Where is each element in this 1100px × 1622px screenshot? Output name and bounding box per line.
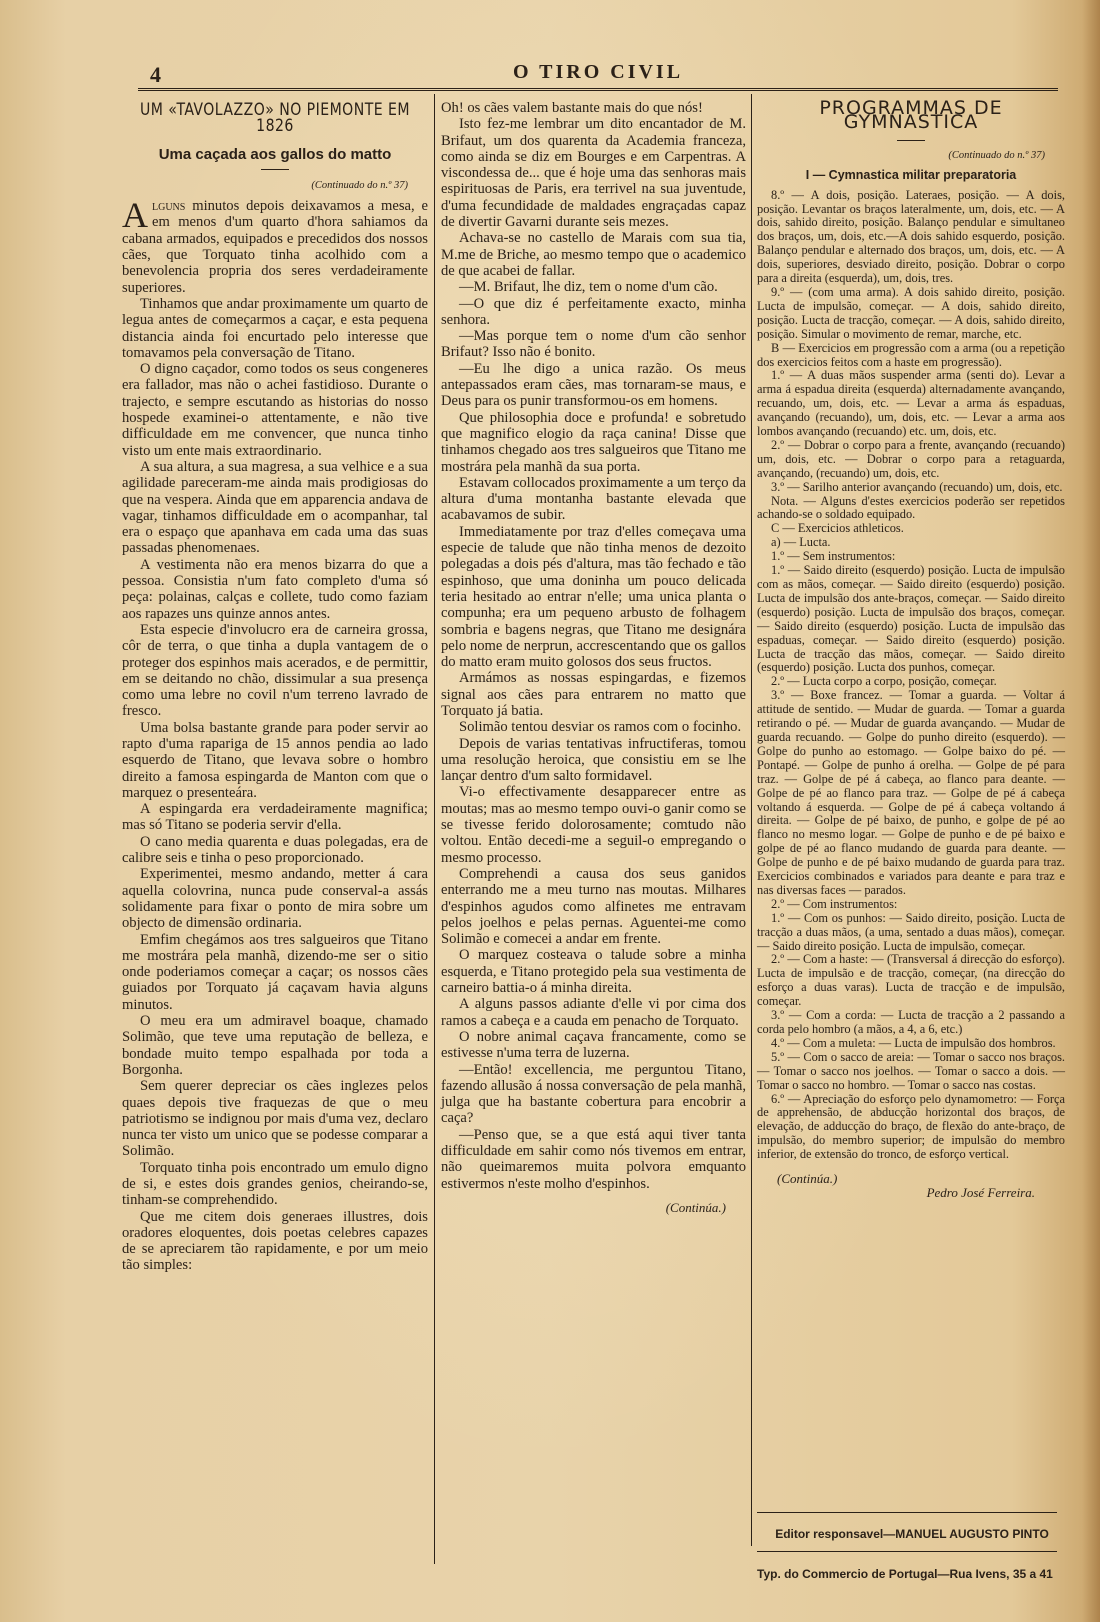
paragraph: 2.º — Dobrar o corpo para a frente, avançando (recuando) um, dois, etc. — Dobrar o corpo para a retaguarda, avançando, (recuando) um, dois, etc. bbox=[757, 437, 1065, 480]
paragraph: O digno caçador, como todos os seus congeneres era fallador, mas não o achei fastidioso. Durante o trajecto, e sempre escutando as historias do nosso hospede examinei-o attentamente, e não tive difficuldade em me convencer, que nunca tinho visto um ente mais extraordinario. bbox=[122, 361, 428, 459]
article-subtitle: Uma caçada aos gallos do matto bbox=[158, 145, 392, 163]
paragraph: Immediatamente por traz d'elles começava uma especie de talude que não tinha menos de dezoito polegadas a dois pés d'altura, mas tão fechado e tão espinhoso, que uma doninha um pouco delicada teria hesitado ao entrar n'elle; uma unica planta o compunha; era um pequeno arbusto de folhagem sombria e bagens negras, que Titano me designára pelo nome de nerprun, accrescentando que os gallos do matto eram muito golosos dos seus fructos. bbox=[441, 523, 746, 671]
paragraph: 3.º — Com a corda: — Lucta de tracção a 2 passando a corda pelo hombro (a mãos, a 4, a 6, etc.) bbox=[757, 1008, 1065, 1036]
paragraph: 9.º — (com uma arma). A dois sahido direito, posição. Lucta de impulsão, começar. — A dois, sahido direito, posição. Lucta de tracção, começar. — A dois, sahido direito, posição. Simular o movimento de remar, marche, etc. bbox=[757, 284, 1065, 341]
paragraph: Nota. — Alguns d'estes exercicios poderão ser repetidos achando-se o soldado equipado. bbox=[757, 493, 1065, 522]
paragraph: Depois de varias tentativas infructiferas, tomou uma resolução heroica, que consistiu em se lhe lançar dentro d'um salto formidavel. bbox=[441, 735, 746, 785]
paragraph: —Mas porque tem o nome d'um cão senhor Brifaut? Isso não é bonito. bbox=[441, 328, 746, 361]
paragraph: Achava-se no castello de Marais com sua tia, M.me de Briche, ao mesmo tempo que o academico de que acabei de fallar. bbox=[441, 230, 746, 279]
paragraph: Torquato tinha pois encontrado um emulo digno de si, e estes dois grandes genios, cheirando-se, tinham-se comprehendido. bbox=[122, 1159, 428, 1209]
paragraph: O cano media quarenta e duas polegadas, era de calibre seis e tinha o peso proporcionado. bbox=[122, 833, 428, 867]
page-edge-shadow bbox=[1082, 0, 1100, 1622]
paragraph: 3.º — Boxe francez. — Tomar a guarda. — Voltar á attitude de sentido. — Mudar de guarda. — Tomar a guarda retirando o pé. — Mudar de guarda avançando. — Mudar de guarda recuando. — Golpe do punho direito (esquerdo). — Golpe do punho ao estomago. — Golpe baixo do pé. — Pontapé. — Golpe de punho á orelha. — Golpe de pé para traz. — Golpe de pé á cabeça, ao flanco para deante. — Golpe de pé ao flanco para traz. — Golpe de pé á cabeça voltando á esquerda. — Golpe de pé á cabeça voltando á direita. — Golpe de pé baixo, de punho, e golpe de pé ao flanco no mesmo logar. — Golpe de punho e de pé baixo e golpe de pé ao flanco mudando de guarda para deante. — Golpe de punho e de pé baixo mudando de guarda para traz. Exercicios combinados e variados para deante e para traz e nas diversas faces — parados. bbox=[757, 688, 1065, 897]
paragraph: Isto fez-me lembrar um dito encantador de M. Brifaut, um dos quarenta da Academia franceza, como ainda se diz em Bourges e em Carpentras. A viscondessa de... que é hoje uma das senhoras mais espirituosas de Paris, era terrivel na sua juventude, d'uma fecundidade de maldades engraçadas capaz de divertir Gavarni durante seis mezes. bbox=[441, 116, 746, 231]
paragraph: 5.º — Com o sacco de areia: — Tomar o sacco nos braços. — Tomar o sacco nos joelhos. — Tomar o sacco a dois. — Tomar o sacco no hombro. — Tomar o sacco nas costas. bbox=[757, 1049, 1065, 1092]
column-rule-1 bbox=[434, 94, 435, 1564]
column-3-paragraphs bbox=[757, 189, 1065, 1162]
masthead-title: O TIRO CIVIL bbox=[512, 61, 684, 83]
first-paragraph bbox=[122, 195, 428, 296]
short-divider bbox=[261, 169, 289, 170]
paragraph: A vestimenta não era menos bizarra do que a pessoa. Consistia n'um fato completo d'uma só peça: polainas, calças e collete, tudo como faziam aos rapazes uns quinze annos antes. bbox=[122, 556, 428, 622]
paragraph: A sua altura, a sua magresa, a sua velhice e a sua agilidade pareceram-me ainda mais prodigiosas do que na vespera. Ainda que em apparencia andava de vagar, tinhamos difficuldade em o acompanhar, tal era o espaço que apanhava em cada uma das suas passadas phenomenaes. bbox=[122, 458, 428, 557]
paragraph: Uma bolsa bastante grande para poder servir ao rapto d'uma rapariga de 15 annos pendia ao lado esquerdo de Titano, que levava sobre o hombro direito a famosa espingarda de Manton com que o marquez o presenteára. bbox=[122, 719, 428, 801]
paragraph: —Penso que, se a que está aqui tiver tanta difficuldade em sahir como nós tivemos em entrar, não queimaremos muita polvora emquanto estivermos n'este molho d'espinhos. bbox=[441, 1126, 746, 1192]
paragraph: —O que diz é perfeitamente exacto, minha senhora. bbox=[441, 295, 746, 328]
paragraph: 2.º — Com a haste: — (Transversal á direcção do esforço). Lucta de impulsão e de tracção, começar, (na direcção do esforço a duas varas). Lucta de tracção e de impulsão, começar. bbox=[757, 952, 1065, 1009]
paragraph: B — Exercicios em progressão com a arma (ou a repetição dos exercicios feitos com a haste em progressão). bbox=[757, 340, 1065, 369]
page-header bbox=[138, 58, 1058, 91]
paragraph: Tinhamos que andar proximamente um quarto de legua antes de começarmos a caçar, e esta pequena distancia ainda foi encurtado pelo interesse que tomavamos pela conversação de Titano. bbox=[122, 295, 428, 361]
paragraph: 6.º — Apreciação do esforço pelo dynamometro: — Força de apprehensão, de abducção horizontal dos braços, de elevação, de adducção do braço, de flexão do ante-braço, de impulsão, do membro superior; de impulsão do membro inferior, de extensão do tronco, de esforço vertical. bbox=[757, 1091, 1065, 1162]
column-rule-2 bbox=[751, 94, 752, 1546]
short-divider bbox=[897, 140, 925, 141]
paragraph: 1.º — Sem instrumentos: bbox=[771, 549, 896, 564]
paragraph: Vi-o effectivamente desapparecer entre as moutas; mas ao mesmo tempo ouvi-o ganir como se se tivesse ferido dolorosamente; comtudo não voltou. Então decedi-me a seguil-o empregando o mesmo processo. bbox=[441, 784, 746, 866]
paragraph: A espingarda era verdadeiramente magnifica; mas só Titano se poderia servir d'ella. bbox=[122, 801, 428, 834]
paragraph: Sem querer depreciar os cães inglezes pelos quaes depois tive fraquezas de que o meu patriotismo se indignou por mais d'uma vez, declaro nunca ter visto um unico que se podesse comparar a Solimão. bbox=[122, 1078, 428, 1160]
paragraph: Esta especie d'involucro era de carneira grossa, côr de terra, o que tinha a dupla vantagem de o proteger dos espinhos mais acerados, e de permittir, em se deitando no chão, dissimular a sua presença como uma lebre no covil n'um terreno lavrado de fresco. bbox=[122, 621, 428, 720]
first-paragraph-text: minutos depois deixavamos a mesa, e em menos d'um quarto d'hora sahiamos da cabana armados, equipados e precedidos dos nossos cães, que Torquato tinha acolhido com a benevolencia propria dos seres verdadeiramente superiores. bbox=[122, 198, 428, 296]
paragraph: 4.º — Com a muleta: — Lucta de impulsão dos hombros. bbox=[771, 1035, 1056, 1050]
page-number: 4 bbox=[150, 62, 161, 87]
continua-note: (Continúa.) bbox=[665, 1199, 726, 1215]
paragraph: Estavam collocados proximamente a um terço da altura d'uma montanha bastante elevada que acabavamos de subir. bbox=[441, 474, 746, 524]
column-2-first-line: Oh! os cães valem bastante mais do que nós! bbox=[441, 100, 703, 116]
paragraph: 3.º — Sarilho anterior avançando (recuando) um, dois, etc. bbox=[771, 479, 1063, 494]
drop-cap: A bbox=[122, 195, 148, 236]
paragraph: 2.º — Lucta corpo a corpo, posição, começar. bbox=[771, 674, 997, 689]
footer-rule-mid bbox=[757, 1551, 1057, 1552]
paragraph: 8.º — A dois, posição. Lateraes, posição. — A dois, posição. Levantar os braços lateralmente, um, dois, etc. — A dois, sahido direito, posição. Balanço pendular e simultaneo dos braços, um, dois, etc.—A dois sahido esquerdo, posição. Balanço pendular e alternado dos braços, um, dois, etc. — A dois, superiores, desviado direito, posição. Dobrar o corpo para a direita (esquerda), um, dois, tres. bbox=[757, 187, 1065, 286]
paragraph: —Eu lhe digo a unica razão. Os meus antepassados eram cães, mas tornaram-se maus, e Deus para os punir transformou-os em homens. bbox=[441, 360, 746, 410]
paragraph: —Então! excellencia, me perguntou Titano, fazendo allusão á nossa conversação de pela manhã, julga que ha bastante cobertura para encobrir a caça? bbox=[441, 1061, 746, 1127]
article-title-tavolazzo: UM «TAVOLAZZO» NO PIEMONTE EM 1826 bbox=[140, 100, 410, 137]
column-2 bbox=[441, 100, 746, 1216]
paragraph: C — Exercicios athleticos. bbox=[771, 521, 904, 536]
column-1-paragraphs bbox=[122, 296, 428, 1274]
paragraph: Emfim chegámos aos tres salgueiros que Titano me mostrára pela manhã, dizendo-me ser o sitio onde poderiamos começar a caçar; os nossos cães guiados por Torquato já caçavam havia alguns minutos. bbox=[122, 931, 428, 1013]
continued-note: (Continuado do n.º 37) bbox=[948, 149, 1045, 161]
paragraph: 1.º — Saido direito (esquerdo) posição. Lucta de impulsão com as mãos, começar. — Saido direito (esquerdo) posição. Lucta de impulsão dos ante-braços, começar. — Saido direito (esquerdo) posição. Lucta de impulsão dos braços, começar. — Saido direito (esquerdo) posição. Lucta de impulsão das espaduas, começar. — Saido direito (esquerdo) posição. Lucta de tracção das mãos, começar. — Saido direito (esquerdo) posição. Lucta dos punhos, começar. bbox=[757, 563, 1065, 675]
paragraph: —M. Brifaut, lhe diz, tem o nome d'um cão. bbox=[459, 279, 718, 296]
paragraph: O nobre animal caçava francamente, como se estivesse n'uma terra de luzerna. bbox=[441, 1028, 746, 1062]
paragraph: 1.º — Com os punhos: — Saido direito, posição. Lucta de tracção a duas mãos, (a uma, sentado a duas mãos), começar. — Saido direito posição. Lucta de impulsão, começar. bbox=[757, 910, 1065, 953]
column-2-paragraphs bbox=[441, 116, 746, 1192]
paragraph: Que philosophia doce e profunda! e sobretudo que magnifico elogio da raça canina! Disse que tinhamos chegado aos tres salgueiros que Titano me mostrára pela manhã da sua porta. bbox=[441, 409, 746, 475]
paragraph: Experimentei, mesmo andando, metter á cara aquella colovrina, nunca pude conserval-a assás solidamente para fixar o ponto de mira sobre um objecto de dimensão ordinaria. bbox=[122, 866, 428, 932]
footer-rule-top bbox=[757, 1512, 1057, 1513]
paragraph: Comprehendi a causa dos seus ganidos enterrando me a meu turno nas moutas. Milhares d'espinhos agudos como alfinetes me entravam pelos joelhos e pelas pernas. Aguentei-me como Solimão e comecei a andar em frente. bbox=[441, 865, 746, 948]
signature-row bbox=[757, 1172, 1065, 1204]
article-title-gymnastica: PROGRAMMAS DE GYMNASTICA bbox=[819, 97, 1003, 133]
column-3 bbox=[757, 97, 1065, 1204]
printer-line: Typ. do Commercio de Portugal—Rua Ivens, 35 a 41 bbox=[757, 1567, 1053, 1581]
paragraph: Solimão tentou desviar os ramos com o focinho. bbox=[459, 719, 742, 736]
author-signature: Pedro José Ferreira. bbox=[926, 1185, 1035, 1201]
continued-note: (Continuado do n.º 37) bbox=[311, 179, 408, 191]
paragraph: 2.º — Com instrumentos: bbox=[771, 896, 898, 911]
continua-note: (Continúa.) bbox=[777, 1171, 838, 1187]
column-1 bbox=[122, 100, 428, 1274]
editor-line: Editor responsavel—MANUEL AUGUSTO PINTO bbox=[775, 1527, 1049, 1541]
paragraph: 1.º — A duas mãos suspender arma (senti do). Levar a arma á espadua direita (esquerda) alternadamente avançando, recuando, um, dois, etc. — Levar a arma ás espaduas, avançando (recuando), um, dois, etc. — Levar a arma aos lombos avançando (recuando) etc. um, dois, etc. bbox=[757, 368, 1065, 439]
first-word: lguns bbox=[152, 198, 186, 215]
paragraph: A alguns passos adiante d'elle vi por cima dos ramos a cabeça e a cauda em penacho de Torquato. bbox=[441, 996, 746, 1029]
paragraph: a) — Lucta. bbox=[771, 535, 831, 550]
section-heading: I — Cymnastica militar preparatoria bbox=[805, 167, 1017, 182]
paragraph: O meu era um admiravel boaque, chamado Solimão, que teve uma reputação de belleza, e bondade muito tempo espalhada por toda a Borgonha. bbox=[122, 1013, 428, 1078]
paragraph: O marquez costeava o talude sobre a minha esquerda, e Titano protegido pela sua vestimenta de carneiro battia-o á minha direita. bbox=[441, 947, 746, 997]
paragraph: Armámos as nossas espingardas, e fizemos signal aos cães para entrarem no matto que Torquato já batia. bbox=[441, 670, 746, 719]
paragraph: Que me citem dois generaes illustres, dois oradores eloquentes, dois poetas celebres capazes de se apreciarem tão rapidamente, e por um meio tão simples: bbox=[122, 1208, 428, 1274]
